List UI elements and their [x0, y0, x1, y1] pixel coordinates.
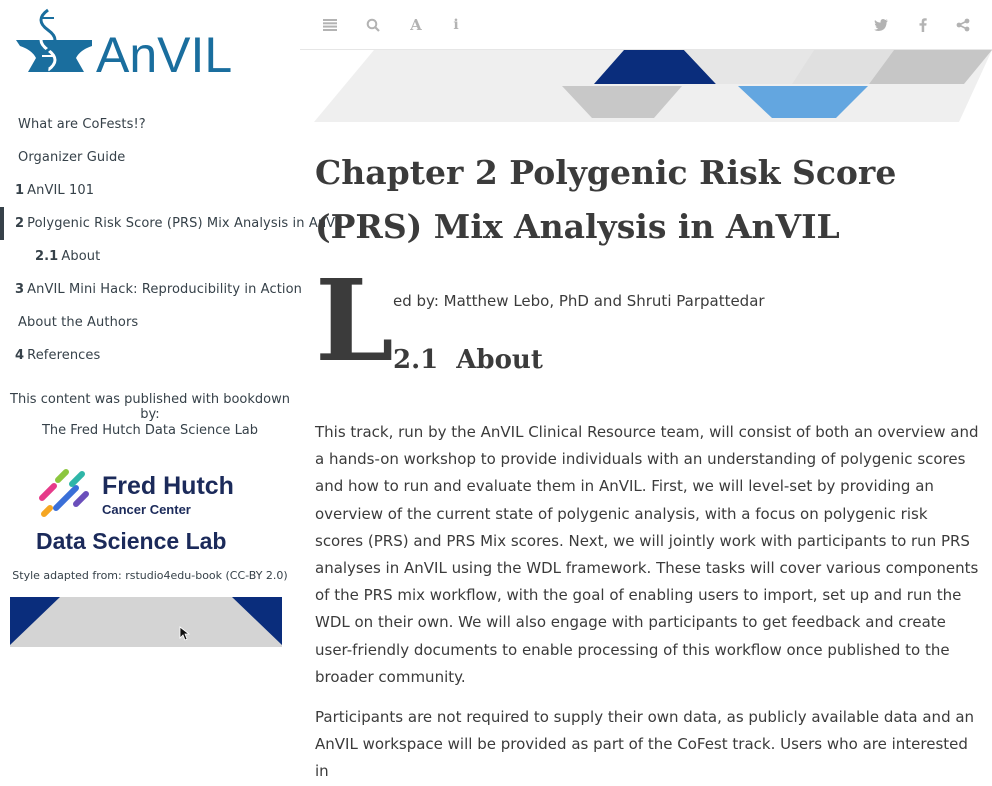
toc-item[interactable]: Organizer Guide — [18, 150, 126, 165]
fred-hutch-logo[interactable]: Fred Hutch Cancer Center Data Science Lab — [36, 462, 246, 558]
twitter-icon[interactable] — [870, 14, 892, 36]
paragraph: Participants are not required to supply their own data, as publicly available data and an AnVIL workspace will be provided as part of the CoFest track. Users who are interested in — [315, 708, 975, 781]
anvil-logo[interactable] — [14, 6, 244, 83]
toc-item-active[interactable]: 2 Polygenic Risk Score (PRS) Mix Analysis in AnVIL — [0, 207, 300, 240]
toc-item[interactable]: 4 References — [15, 348, 101, 363]
toc-item[interactable]: What are CoFests!? — [18, 117, 146, 132]
decorative-banner — [10, 597, 282, 647]
toc-item[interactable]: 3 AnVIL Mini Hack: Reproducibility in Action — [15, 282, 303, 297]
fred-hutch-mark-icon — [36, 464, 96, 524]
lab-link[interactable]: The Fred Hutch Data Science Lab — [41, 423, 259, 438]
section-title: 2.1 About — [393, 345, 543, 375]
font-settings-icon[interactable]: A — [410, 16, 422, 34]
brand-name: AnVIL — [96, 27, 233, 83]
hero-banner — [314, 50, 992, 122]
toc-subitem[interactable]: 2.1 About — [35, 249, 101, 264]
menu-icon[interactable] — [319, 14, 341, 36]
toc-item[interactable]: About the Authors — [18, 315, 139, 330]
chapter-title: Chapter 2 Polygenic Risk Score (PRS) Mix Analysis in AnVIL — [315, 153, 897, 246]
led-by-text: ed by: Matthew Lebo, PhD and Shruti Parpattedar — [393, 292, 765, 310]
table-of-contents — [0, 108, 347, 372]
toc-item[interactable]: 1 AnVIL 101 — [15, 183, 95, 198]
top-toolbar — [300, 0, 992, 50]
share-icon[interactable] — [952, 14, 974, 36]
style-note[interactable]: Style adapted from: rstudio4edu-book (CC-BY 2.0) — [12, 569, 288, 582]
search-icon[interactable] — [362, 14, 384, 36]
sidebar — [0, 0, 347, 744]
info-icon[interactable]: i — [453, 17, 459, 33]
mouse-cursor-icon — [179, 626, 191, 642]
facebook-icon[interactable] — [912, 14, 934, 36]
published-note: This content was published with bookdown by: — [10, 392, 290, 422]
drop-cap: L — [315, 256, 394, 387]
paragraph: This track, run by the AnVIL Clinical Resource team, will consist of both an overview and a hands-on workshop to provide individuals with an understanding of polygenic scores and how to run and evaluate them in AnVIL. First, we will level-set by providing an overview of the current state of polygenic analysis, with a focus on polygenic risk scores (PRS) and PRS Mix scores. Next, we will jointly work with participants to run PRS analyses in AnVIL using the WDL framework. These tasks will cover various components of the PRS mix workflow, with the goal of enabling users to import, set up and run the WDL on their own. We will also engage with participants to get feedback and create user-friendly documents to enable processing of this workflow once published to the broader community. — [315, 423, 979, 686]
